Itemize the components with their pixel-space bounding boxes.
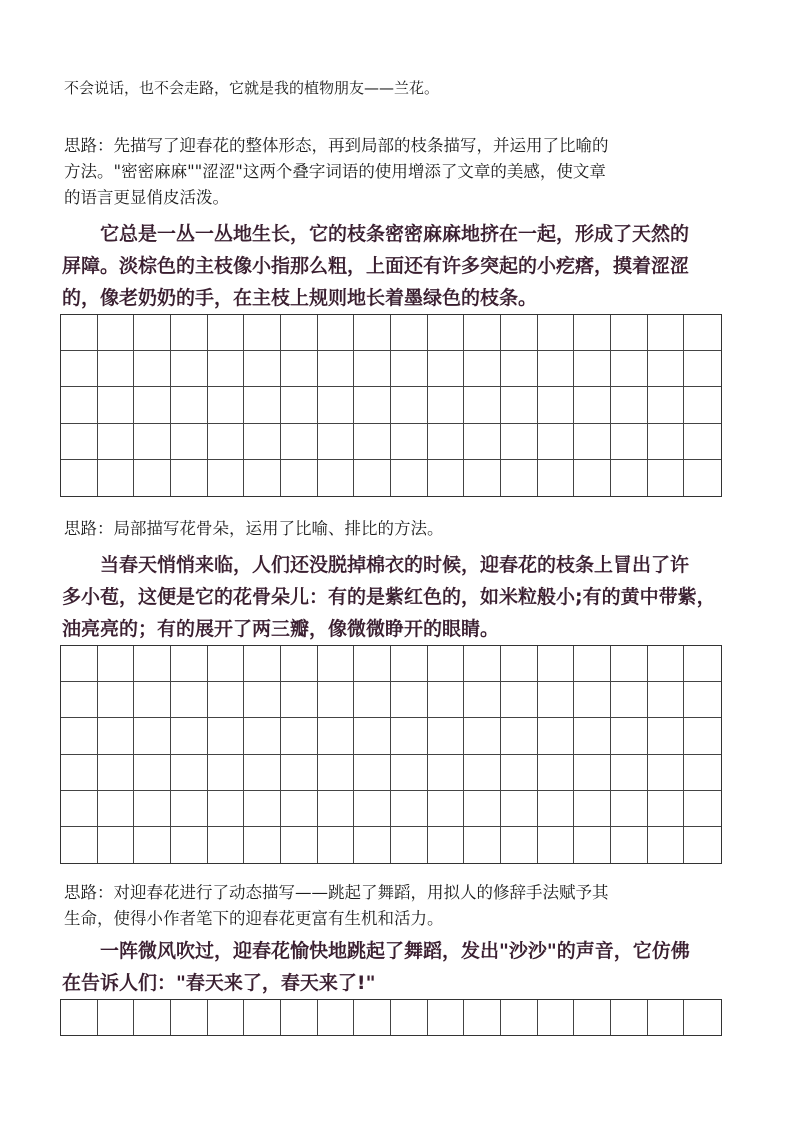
- grid-cell[interactable]: [648, 387, 685, 423]
- grid-cell[interactable]: [464, 315, 501, 351]
- grid-cell[interactable]: [318, 315, 355, 351]
- grid-cell[interactable]: [501, 718, 538, 754]
- grid-cell[interactable]: [684, 827, 721, 863]
- thought-line: 思路：局部描写花骨朵，运用了比喻、排比的方法。: [64, 519, 444, 538]
- grid-cell[interactable]: [134, 755, 171, 791]
- grid-cell[interactable]: [354, 791, 391, 827]
- grid-cell[interactable]: [684, 1000, 721, 1035]
- grid-cell[interactable]: [574, 791, 611, 827]
- grid-cell[interactable]: [354, 646, 391, 682]
- thought-note-2: [64, 516, 740, 542]
- grid-cell[interactable]: [501, 755, 538, 791]
- grid-cell[interactable]: [391, 646, 428, 682]
- grid-cell[interactable]: [98, 791, 135, 827]
- model-paragraph-2: [62, 549, 742, 645]
- grid-cell[interactable]: [244, 646, 281, 682]
- grid-cell[interactable]: [98, 827, 135, 863]
- grid-cell[interactable]: [61, 424, 98, 460]
- grid-cell[interactable]: [354, 460, 391, 496]
- grid-cell[interactable]: [648, 791, 685, 827]
- grid-cell[interactable]: [171, 791, 208, 827]
- thought-line: 生命，使得小作者笔下的迎春花更富有生机和活力。: [64, 909, 444, 928]
- grid-cell[interactable]: [574, 646, 611, 682]
- grid-cell[interactable]: [134, 1000, 171, 1035]
- grid-cell[interactable]: [98, 424, 135, 460]
- grid-cell[interactable]: [684, 682, 721, 718]
- grid-cell[interactable]: [171, 315, 208, 351]
- grid-cell[interactable]: [391, 387, 428, 423]
- grid-cell[interactable]: [281, 791, 318, 827]
- grid-cell[interactable]: [61, 682, 98, 718]
- paragraph-line: 当春天悄悄来临，人们还没脱掉棉衣的时候，迎春花的枝条上冒出了许: [62, 554, 690, 576]
- paragraph-line: 的，像老奶奶的手，在主枝上规则地长着墨绿色的枝条。: [62, 287, 538, 309]
- writing-grid-2[interactable]: [60, 645, 722, 864]
- grid-cell[interactable]: [171, 646, 208, 682]
- grid-cell[interactable]: [61, 755, 98, 791]
- grid-cell[interactable]: [318, 646, 355, 682]
- grid-cell[interactable]: [281, 351, 318, 387]
- grid-cell[interactable]: [208, 315, 245, 351]
- thought-line: 的语言更显俏皮活泼。: [64, 188, 229, 207]
- grid-cell[interactable]: [501, 424, 538, 460]
- grid-cell[interactable]: [501, 387, 538, 423]
- grid-cell[interactable]: [501, 460, 538, 496]
- grid-cell[interactable]: [648, 460, 685, 496]
- grid-cell[interactable]: [501, 351, 538, 387]
- grid-cell[interactable]: [61, 827, 98, 863]
- grid-cell[interactable]: [501, 646, 538, 682]
- grid-cell[interactable]: [391, 718, 428, 754]
- grid-cell[interactable]: [538, 755, 575, 791]
- grid-cell[interactable]: [648, 646, 685, 682]
- grid-cell[interactable]: [538, 1000, 575, 1035]
- grid-cell[interactable]: [611, 424, 648, 460]
- grid-cell[interactable]: [61, 1000, 98, 1035]
- grid-cell[interactable]: [574, 682, 611, 718]
- grid-cell[interactable]: [354, 682, 391, 718]
- grid-cell[interactable]: [171, 718, 208, 754]
- thought-note-1: [64, 133, 740, 211]
- grid-cell[interactable]: [354, 351, 391, 387]
- grid-cell[interactable]: [98, 387, 135, 423]
- grid-cell[interactable]: [684, 646, 721, 682]
- grid-cell[interactable]: [354, 718, 391, 754]
- grid-cell[interactable]: [648, 718, 685, 754]
- grid-cell[interactable]: [574, 827, 611, 863]
- grid-cell[interactable]: [244, 315, 281, 351]
- grid-cell[interactable]: [538, 646, 575, 682]
- grid-cell[interactable]: [574, 718, 611, 754]
- thought-note-3: [64, 880, 740, 932]
- grid-cell[interactable]: [134, 424, 171, 460]
- grid-cell[interactable]: [354, 1000, 391, 1035]
- grid-cell[interactable]: [208, 827, 245, 863]
- thought-line: 思路：先描写了迎春花的整体形态，再到局部的枝条描写，并运用了比喻的: [64, 136, 609, 155]
- grid-cell[interactable]: [428, 755, 465, 791]
- grid-cell[interactable]: [318, 424, 355, 460]
- grid-cell[interactable]: [98, 315, 135, 351]
- grid-cell[interactable]: [538, 791, 575, 827]
- grid-cell[interactable]: [428, 646, 465, 682]
- grid-cell[interactable]: [391, 827, 428, 863]
- thought-line: 思路：对迎春花进行了动态描写——跳起了舞蹈，用拟人的修辞手法赋予其: [64, 883, 609, 902]
- grid-cell[interactable]: [574, 460, 611, 496]
- grid-cell[interactable]: [538, 718, 575, 754]
- paragraph-line: 一阵微风吹过，迎春花愉快地跳起了舞蹈，发出"沙沙"的声音，它仿佛: [62, 940, 690, 962]
- grid-cell[interactable]: [611, 682, 648, 718]
- grid-cell[interactable]: [244, 682, 281, 718]
- paragraph-line: 油亮亮的；有的展开了两三瓣，像微微睁开的眼睛。: [62, 618, 500, 640]
- grid-cell[interactable]: [281, 1000, 318, 1035]
- grid-cell[interactable]: [428, 827, 465, 863]
- grid-cell[interactable]: [501, 682, 538, 718]
- grid-cell[interactable]: [391, 315, 428, 351]
- grid-cell[interactable]: [464, 424, 501, 460]
- grid-cell[interactable]: [61, 791, 98, 827]
- grid-cell[interactable]: [538, 424, 575, 460]
- grid-cell[interactable]: [281, 460, 318, 496]
- grid-cell[interactable]: [501, 827, 538, 863]
- grid-cell[interactable]: [391, 460, 428, 496]
- grid-cell[interactable]: [648, 351, 685, 387]
- grid-cell[interactable]: [244, 1000, 281, 1035]
- grid-cell[interactable]: [98, 682, 135, 718]
- grid-cell[interactable]: [648, 1000, 685, 1035]
- grid-cell[interactable]: [501, 791, 538, 827]
- grid-cell[interactable]: [648, 315, 685, 351]
- grid-cell[interactable]: [134, 460, 171, 496]
- grid-cell[interactable]: [281, 827, 318, 863]
- grid-cell[interactable]: [281, 755, 318, 791]
- grid-cell[interactable]: [428, 387, 465, 423]
- grid-cell[interactable]: [354, 755, 391, 791]
- grid-cell[interactable]: [501, 1000, 538, 1035]
- grid-cell[interactable]: [208, 718, 245, 754]
- grid-cell[interactable]: [648, 755, 685, 791]
- grid-cell[interactable]: [428, 424, 465, 460]
- grid-cell[interactable]: [208, 646, 245, 682]
- grid-cell[interactable]: [538, 387, 575, 423]
- grid-cell[interactable]: [171, 682, 208, 718]
- grid-cell[interactable]: [171, 351, 208, 387]
- grid-cell[interactable]: [428, 682, 465, 718]
- grid-cell[interactable]: [61, 315, 98, 351]
- grid-cell[interactable]: [318, 718, 355, 754]
- grid-cell[interactable]: [464, 387, 501, 423]
- grid-cell[interactable]: [244, 351, 281, 387]
- paragraph-line: 它总是一丛一丛地生长，它的枝条密密麻麻地挤在一起，形成了天然的: [62, 223, 690, 245]
- grid-cell[interactable]: [318, 387, 355, 423]
- grid-cell[interactable]: [684, 460, 721, 496]
- grid-cell[interactable]: [464, 460, 501, 496]
- grid-cell[interactable]: [574, 424, 611, 460]
- grid-cell[interactable]: [538, 460, 575, 496]
- grid-cell[interactable]: [428, 791, 465, 827]
- grid-cell[interactable]: [684, 755, 721, 791]
- grid-cell[interactable]: [208, 424, 245, 460]
- grid-cell[interactable]: [684, 791, 721, 827]
- grid-cell[interactable]: [391, 755, 428, 791]
- grid-cell[interactable]: [648, 827, 685, 863]
- grid-cell[interactable]: [684, 718, 721, 754]
- grid-cell[interactable]: [428, 718, 465, 754]
- grid-cell[interactable]: [134, 718, 171, 754]
- grid-cell[interactable]: [574, 351, 611, 387]
- grid-cell[interactable]: [684, 315, 721, 351]
- grid-cell[interactable]: [318, 351, 355, 387]
- grid-cell[interactable]: [281, 315, 318, 351]
- grid-cell[interactable]: [171, 1000, 208, 1035]
- thought-line: 方法。"密密麻麻""涩涩"这两个叠字词语的使用增添了文章的美感，使文章: [64, 162, 606, 181]
- grid-cell[interactable]: [428, 351, 465, 387]
- grid-cell[interactable]: [464, 827, 501, 863]
- grid-cell[interactable]: [464, 1000, 501, 1035]
- grid-cell[interactable]: [391, 791, 428, 827]
- writing-grid-3[interactable]: [60, 999, 722, 1036]
- grid-cell[interactable]: [98, 1000, 135, 1035]
- grid-cell[interactable]: [171, 387, 208, 423]
- grid-cell[interactable]: [464, 718, 501, 754]
- grid-cell[interactable]: [61, 718, 98, 754]
- grid-cell[interactable]: [354, 387, 391, 423]
- grid-cell[interactable]: [354, 827, 391, 863]
- grid-cell[interactable]: [61, 387, 98, 423]
- grid-cell[interactable]: [318, 682, 355, 718]
- grid-cell[interactable]: [391, 351, 428, 387]
- grid-cell[interactable]: [538, 682, 575, 718]
- grid-cell[interactable]: [134, 827, 171, 863]
- grid-cell[interactable]: [611, 646, 648, 682]
- grid-cell[interactable]: [318, 1000, 355, 1035]
- grid-cell[interactable]: [318, 827, 355, 863]
- grid-cell[interactable]: [611, 1000, 648, 1035]
- grid-cell[interactable]: [244, 827, 281, 863]
- grid-cell[interactable]: [611, 315, 648, 351]
- grid-cell[interactable]: [134, 315, 171, 351]
- grid-cell[interactable]: [428, 1000, 465, 1035]
- grid-cell[interactable]: [611, 827, 648, 863]
- grid-cell[interactable]: [464, 791, 501, 827]
- grid-cell[interactable]: [611, 460, 648, 496]
- grid-cell[interactable]: [464, 755, 501, 791]
- grid-cell[interactable]: [208, 755, 245, 791]
- model-paragraph-3: [62, 935, 742, 999]
- model-paragraph-1: [62, 218, 742, 314]
- grid-cell[interactable]: [208, 682, 245, 718]
- grid-cell[interactable]: [464, 682, 501, 718]
- grid-cell[interactable]: [648, 682, 685, 718]
- grid-cell[interactable]: [244, 387, 281, 423]
- grid-cell[interactable]: [684, 351, 721, 387]
- grid-cell[interactable]: [208, 460, 245, 496]
- grid-cell[interactable]: [61, 351, 98, 387]
- grid-cell[interactable]: [98, 755, 135, 791]
- grid-cell[interactable]: [244, 791, 281, 827]
- paragraph-line: 多小苞，这便是它的花骨朵儿：有的是紫红色的，如米粒般小;有的黄中带紫，: [62, 586, 716, 608]
- grid-cell[interactable]: [134, 682, 171, 718]
- intro-text: 不会说话，也不会走路，它就是我的植物朋友——兰花。: [64, 79, 440, 97]
- grid-cell[interactable]: [171, 827, 208, 863]
- grid-cell[interactable]: [391, 1000, 428, 1035]
- grid-cell[interactable]: [61, 646, 98, 682]
- grid-cell[interactable]: [391, 682, 428, 718]
- grid-cell[interactable]: [428, 460, 465, 496]
- grid-cell[interactable]: [611, 387, 648, 423]
- paragraph-line: 在告诉人们："春天来了，春天来了!": [62, 972, 376, 994]
- grid-cell[interactable]: [648, 424, 685, 460]
- grid-cell[interactable]: [611, 755, 648, 791]
- grid-cell[interactable]: [281, 718, 318, 754]
- grid-cell[interactable]: [538, 315, 575, 351]
- grid-cell[interactable]: [281, 646, 318, 682]
- grid-cell[interactable]: [244, 755, 281, 791]
- grid-cell[interactable]: [464, 646, 501, 682]
- grid-cell[interactable]: [538, 351, 575, 387]
- grid-cell[interactable]: [281, 387, 318, 423]
- grid-cell[interactable]: [391, 424, 428, 460]
- grid-cell[interactable]: [134, 351, 171, 387]
- grid-cell[interactable]: [134, 646, 171, 682]
- grid-cell[interactable]: [464, 351, 501, 387]
- grid-cell[interactable]: [171, 755, 208, 791]
- grid-cell[interactable]: [574, 387, 611, 423]
- writing-grid-1[interactable]: [60, 314, 722, 497]
- grid-cell[interactable]: [208, 1000, 245, 1035]
- grid-cell[interactable]: [354, 424, 391, 460]
- grid-cell[interactable]: [574, 1000, 611, 1035]
- grid-cell[interactable]: [98, 646, 135, 682]
- grid-cell[interactable]: [684, 387, 721, 423]
- grid-cell[interactable]: [98, 718, 135, 754]
- grid-cell[interactable]: [171, 460, 208, 496]
- grid-cell[interactable]: [244, 460, 281, 496]
- grid-cell[interactable]: [98, 460, 135, 496]
- grid-cell[interactable]: [281, 424, 318, 460]
- paragraph-line: 屏障。淡棕色的主枝像小指那么粗，上面还有许多突起的小疙瘩，摸着涩涩: [62, 255, 690, 277]
- grid-cell[interactable]: [611, 718, 648, 754]
- grid-cell[interactable]: [574, 755, 611, 791]
- grid-cell[interactable]: [318, 460, 355, 496]
- grid-cell[interactable]: [171, 424, 208, 460]
- grid-cell[interactable]: [574, 315, 611, 351]
- grid-cell[interactable]: [684, 424, 721, 460]
- grid-cell[interactable]: [208, 351, 245, 387]
- grid-cell[interactable]: [611, 791, 648, 827]
- grid-cell[interactable]: [61, 460, 98, 496]
- grid-cell[interactable]: [281, 682, 318, 718]
- grid-cell[interactable]: [501, 315, 538, 351]
- grid-cell[interactable]: [244, 424, 281, 460]
- grid-cell[interactable]: [428, 315, 465, 351]
- grid-cell[interactable]: [318, 791, 355, 827]
- grid-cell[interactable]: [208, 387, 245, 423]
- grid-cell[interactable]: [208, 791, 245, 827]
- grid-cell[interactable]: [538, 827, 575, 863]
- grid-cell[interactable]: [134, 387, 171, 423]
- grid-cell[interactable]: [134, 791, 171, 827]
- grid-cell[interactable]: [611, 351, 648, 387]
- grid-cell[interactable]: [354, 315, 391, 351]
- grid-cell[interactable]: [98, 351, 135, 387]
- grid-cell[interactable]: [318, 755, 355, 791]
- grid-cell[interactable]: [244, 718, 281, 754]
